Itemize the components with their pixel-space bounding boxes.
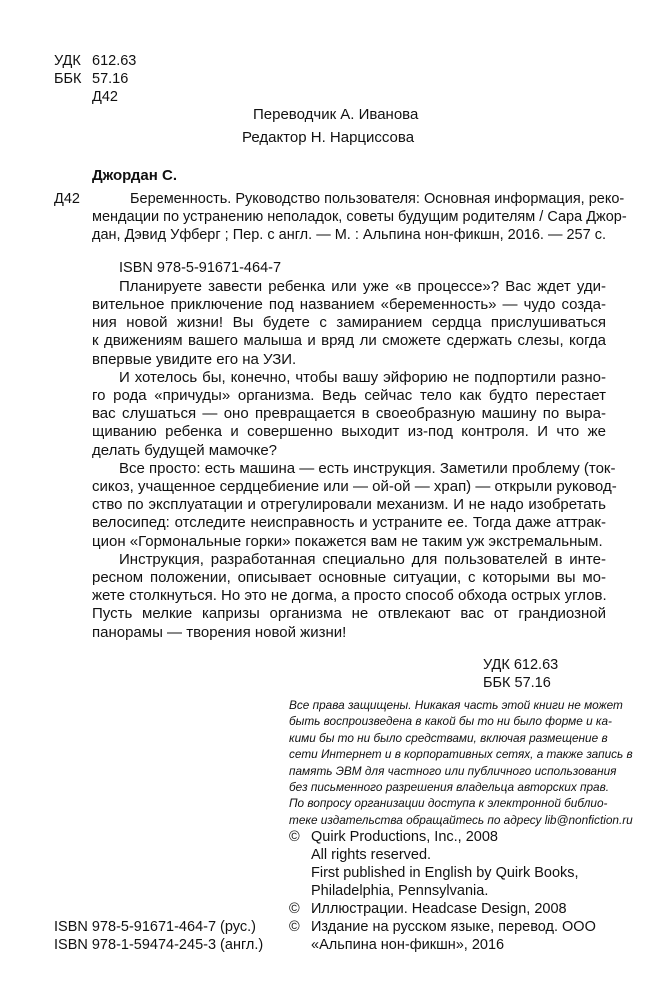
entry-isbn: ISBN 978-5-91671-464-7 — [119, 260, 282, 276]
entry-description-line-3: дан, Дэвид Уфберг ; Пер. с англ. — М. : Альпина нон-фикшн, 2016. — 257 с. — [92, 227, 606, 243]
copyright-line-5: Иллюстрации. Headcase Design, 2008 — [311, 901, 567, 917]
udk-repeat: УДК 612.63 — [483, 657, 559, 673]
bbk-repeat: ББК 57.16 — [483, 675, 551, 691]
isbn-footer-en: ISBN 978-1-59474-245-3 (англ.) — [54, 937, 264, 953]
bbk-label: ББК — [54, 71, 82, 87]
entry-author-sign: Д42 — [54, 191, 80, 207]
editor-credit: Редактор Н. Нарциссова — [242, 129, 415, 146]
rights-notice: Все права защищены. Никакая часть этой книги не может быть воспроизведена в какой бы то ни было форме и ка- кими бы то ни было средствами, включая размещение в сети Интернет и в корпоративных сетях, а также запись в память ЭВМ для частного или публичного использования без письменного разрешения владельца авторских прав. По вопросу организации доступа к электронной библио- теке издательства обращайтесь по адресу lib@nonfiction.ru — [289, 698, 633, 827]
isbn-footer-ru: ISBN 978-5-91671-464-7 (рус.) — [54, 919, 256, 935]
udk-value: 612.63 — [92, 53, 137, 69]
entry-description-line-1: Беременность. Руководство пользователя: Основная информация, реко- — [130, 191, 625, 207]
copyright-line-1: Quirk Productions, Inc., 2008 — [311, 829, 498, 845]
entry-description-line-2: мендации по устранению неполадок, советы будущим родителям / Сара Джор- — [92, 209, 627, 225]
translator-credit: Переводчик А. Иванова — [253, 106, 419, 123]
annotation-paragraph-1: Планируете завести ребенка или уже «в процессе»? Вас ждет уди- вительное приключение под названием «беременность» — чудо созда- ния новой жизни! Вы будете с замиранием сердца прислушиваться к движениям вашего малыша и вряд ли сможете сдержать слезы, когда впервые увидите его на УЗИ. — [92, 278, 606, 368]
udk-label: УДК — [54, 53, 81, 69]
copyright-line-6: Издание на русском языке, перевод. ООО — [311, 919, 596, 935]
copyright-line-3: First published in English by Quirk Books, — [311, 865, 579, 881]
copyright-symbol-3: © — [289, 919, 300, 935]
annotation-paragraph-2: И хотелось бы, конечно, чтобы вашу эйфорию не подпортили разно- го рода «причуды» организма. Ведь сейчас тело как будто перестает вас слушаться — оно превращается в своеобразную машину по выра- щиванию ребенка и совершенно выходит из-под контроля. И что же делать будущей мамочке? — [92, 369, 606, 459]
copyright-line-2: All rights reserved. — [311, 847, 432, 863]
annotation-paragraph-3: Все просто: есть машина — есть инструкция. Заметили проблему (ток- сикоз, учащенное сердцебиение или — ой-ой — храп) — открыли руковод- ство по эксплуатации и отрегулировали механизм. И не надо изобретать велосипед: отследите неисправность и устраните ее. Тогда даже аттрак- цион «Гормональные горки» покажется вам не таким уж экстремальным. — [92, 460, 617, 550]
copyright-line-7: «Альпина нон-фикшн», 2016 — [311, 937, 505, 953]
author-heading: Джордан С. — [92, 167, 177, 184]
annotation — [92, 278, 617, 642]
annotation-paragraph-4: Инструкция, разработанная специально для пользователей в инте- ресном положении, описывает основные ситуации, с которыми вы мо- жете столкнуться. Но это не догма, а просто способ обхода острых углов. Пусть мелкие капризы организма не отвлекают вас от грандиозной панорамы — творения новой жизни! — [92, 551, 607, 641]
author-sign: Д42 — [92, 89, 118, 105]
bbk-value: 57.16 — [92, 71, 129, 87]
copyright-symbol-2: © — [289, 901, 300, 917]
copyright-line-4: Philadelphia, Pennsylvania. — [311, 883, 489, 899]
copyright-symbol-1: © — [289, 829, 300, 845]
